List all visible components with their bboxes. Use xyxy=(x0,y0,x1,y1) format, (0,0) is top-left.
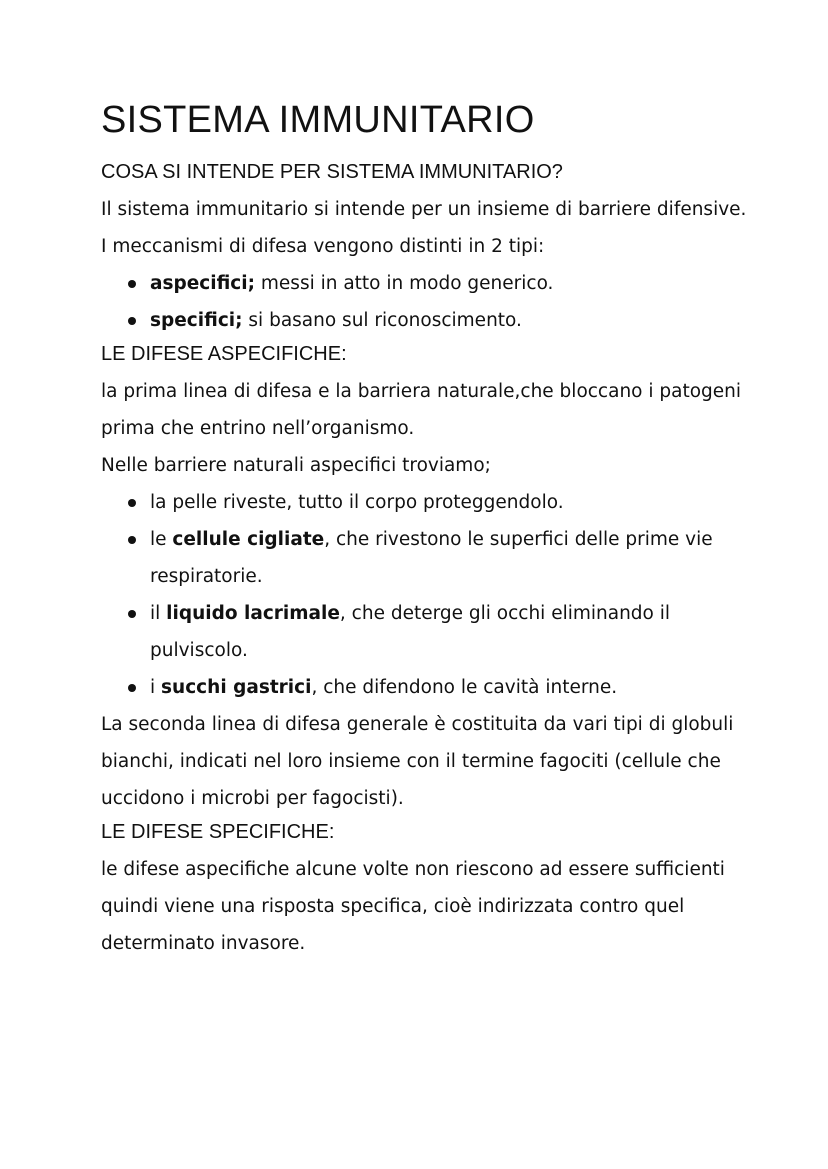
list-item-text: , che rivestono le superfici delle prime vie respiratorie. xyxy=(150,529,713,587)
mechanism-list xyxy=(101,265,761,339)
paragraph-first-line: la prima linea di difesa e la barriera naturale,che bloccano i patogeni prima che entrino nell’organismo. xyxy=(101,381,742,439)
barrier-list xyxy=(101,484,761,706)
list-item-prefix: i xyxy=(150,677,162,698)
paragraph-second-line: La seconda linea di difesa generale è costituita da vari tipi di globuli bianchi, indicati nel loro insieme con il termine fagociti (cellule che uccidono i microbi per fagocisti). xyxy=(101,714,734,809)
list-item-text: , che deterge gli occhi eliminando il pulviscolo. xyxy=(150,603,671,661)
term-aspecifici: aspecifici; xyxy=(150,273,256,294)
term-liquido-lacrimale: liquido lacrimale xyxy=(166,603,340,624)
section-heading-specific: LE DIFESE SPECIFICHE: xyxy=(101,821,335,843)
term-cellule-cigliate: cellule cigliate xyxy=(172,529,325,550)
list-item-text: la pelle riveste, tutto il corpo proteggendolo. xyxy=(150,492,564,513)
list-item-text: si basano sul riconoscimento. xyxy=(242,310,522,331)
paragraph-definition: Il sistema immunitario si intende per un insieme di barriere difensive. xyxy=(101,199,747,220)
list-item xyxy=(101,669,761,706)
list-item-text: messi in atto in modo generico. xyxy=(255,273,554,294)
list-item xyxy=(101,521,761,595)
paragraph-mechanisms: I meccanismi di difesa vengono distinti in 2 tipi: xyxy=(101,236,545,257)
term-specifici: specifici; xyxy=(150,310,243,331)
list-item-prefix: il xyxy=(150,603,167,624)
list-item-text: , che difendono le cavità interne. xyxy=(311,677,618,698)
list-item xyxy=(101,265,761,302)
paragraph-specific-response: le difese aspecifiche alcune volte non riescono ad essere sufficienti quindi viene una risposta specifica, cioè indirizzata contro quel determinato invasore. xyxy=(101,859,725,954)
paragraph-natural-barriers: Nelle barriere naturali aspecifici troviamo; xyxy=(101,455,491,476)
term-succhi-gastrici: succhi gastrici xyxy=(161,677,312,698)
list-item xyxy=(101,595,761,669)
list-item xyxy=(101,302,761,339)
page-title: SISTEMA IMMUNITARIO xyxy=(101,99,535,141)
document-content xyxy=(101,97,761,962)
section-heading-what-is: COSA SI INTENDE PER SISTEMA IMMUNITARIO? xyxy=(101,161,563,183)
list-item-prefix: le xyxy=(150,529,173,550)
list-item xyxy=(101,484,761,521)
section-heading-aspecific: LE DIFESE ASPECIFICHE: xyxy=(101,343,347,365)
